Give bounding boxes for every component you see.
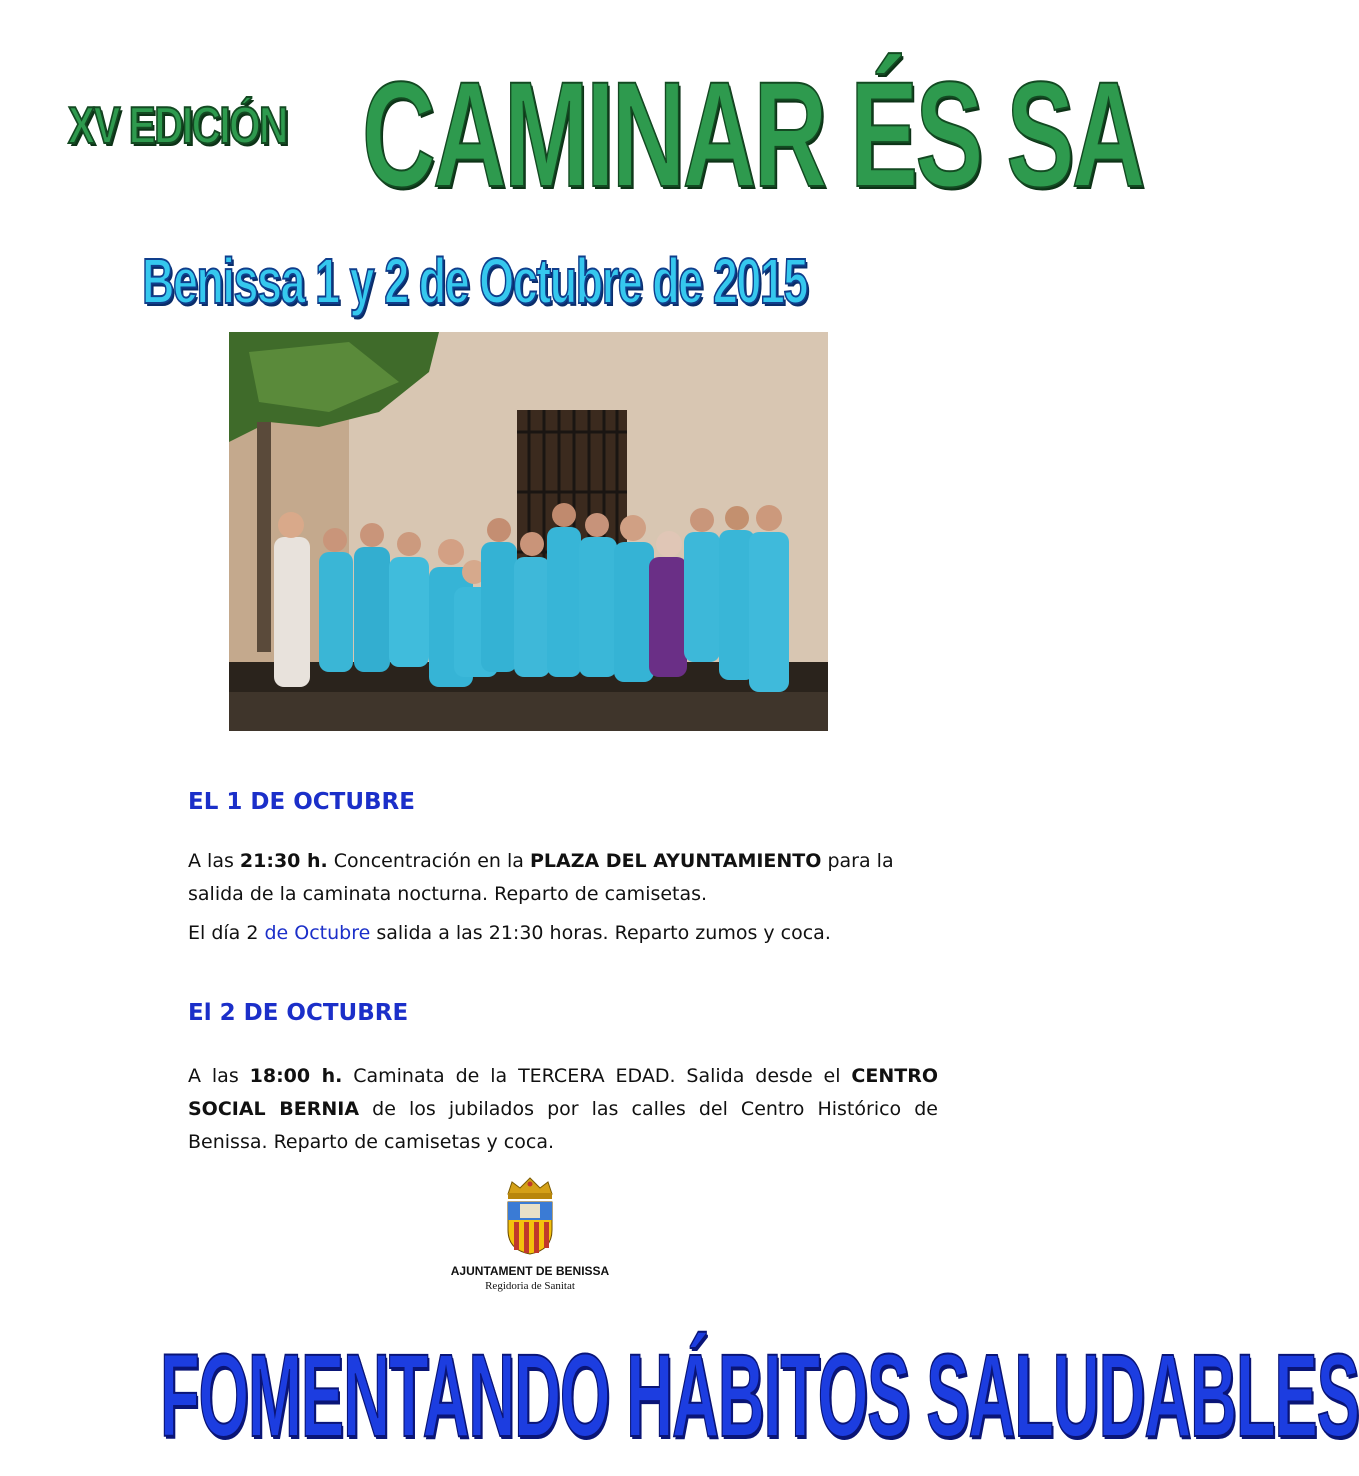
section-1-heading: EL 1 DE OCTUBRE <box>188 789 415 815</box>
text: Caminata de la TERCERA EDAD. Salida desde el <box>342 1065 852 1087</box>
logo-subtitle: Regidoria de Sanitat <box>485 1280 575 1292</box>
town-logo <box>420 1176 640 1292</box>
footer-slogan: FOMENTANDO HÁBITOS SALUDABLES <box>160 1330 1359 1462</box>
group-photo <box>229 332 828 731</box>
coat-of-arms-icon <box>502 1176 558 1256</box>
edition-label: XV EDICIÓN <box>68 97 287 155</box>
section-2-paragraph-1 <box>188 1060 938 1159</box>
text: para la salida de la caminata nocturna. Reparto de camisetas. <box>188 850 894 905</box>
time-emphasis: 18:00 h. <box>249 1065 343 1087</box>
section-2-heading: El 2 DE OCTUBRE <box>188 1000 409 1026</box>
text: Concentración en la <box>327 850 530 872</box>
place-emphasis: PLAZA DEL AYUNTAMIENTO <box>529 850 822 872</box>
time-emphasis: 21:30 h. <box>239 850 328 872</box>
section-1-paragraph-2 <box>188 917 938 950</box>
text: El día 2 <box>188 922 265 944</box>
place-emphasis: CENTRO SOCIAL BERNIA <box>188 1065 938 1120</box>
section-day-2 <box>188 997 938 1159</box>
event-date: Benissa 1 y 2 de Octubre de 2015 <box>142 245 807 317</box>
text: A las <box>188 1065 250 1087</box>
date-highlight: de Octubre <box>264 922 371 944</box>
text: de los jubilados por las calles del Centro Histórico de Benissa. Reparto de camisetas y coca. <box>188 1098 938 1153</box>
event-title: CAMINAR ÉS SA <box>362 50 1143 218</box>
text: A las <box>188 850 240 872</box>
text: salida a las 21:30 horas. Reparto zumos y coca. <box>370 922 831 944</box>
section-day-1 <box>188 786 938 950</box>
section-1-paragraph-1 <box>188 845 938 911</box>
logo-name: AJUNTAMENT DE BENISSA <box>450 1264 610 1278</box>
